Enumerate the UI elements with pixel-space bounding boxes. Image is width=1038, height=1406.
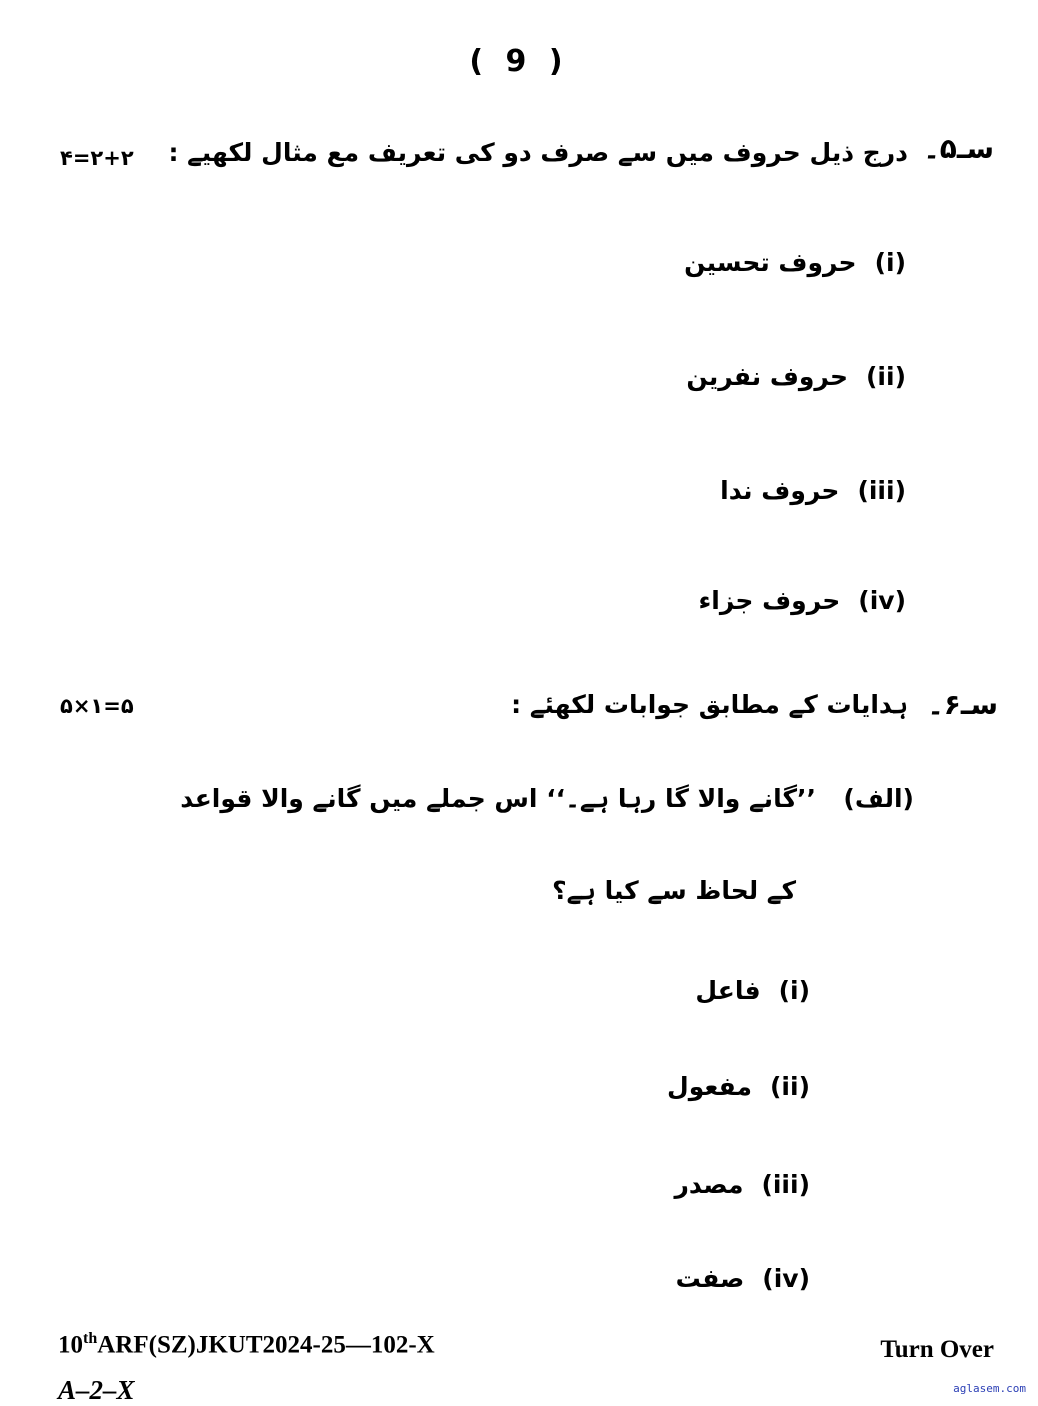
question-5-marks: ۴=۲+۲ [60,146,134,170]
q6-option-3 [674,1170,810,1199]
q6-option-1-text: فاعل [695,976,761,1005]
q5-option-1-label: (i) [874,248,906,277]
q5-option-2-label: (ii) [866,362,906,391]
q6-option-2 [667,1072,810,1101]
q6-option-4 [676,1264,810,1293]
q6-option-3-text: مصدر [674,1170,744,1199]
q5-option-2 [686,362,906,391]
q5-option-4 [699,586,907,615]
paper-code [58,1330,435,1359]
question-6-number: سـ۶۔ [927,688,998,721]
question-6-text: ہدایات کے مطابق جوابات لکھئے : [511,690,908,719]
q6-part-a-label: (الف) [843,784,914,813]
question-6-marks: ۵×۱=۵ [60,694,134,718]
q6-part-a-line2: کے لحاظ سے کیا ہے؟ [552,876,796,905]
q5-option-1 [684,248,906,277]
q5-option-3-label: (iii) [857,476,906,505]
q5-option-1-text: حروف تحسین [684,248,857,277]
question-5-number: سـ۵۔ [923,132,994,165]
q6-option-4-text: صفت [675,1264,745,1293]
page-number: ( 9 ) [469,44,569,79]
q6-option-1-label: (i) [778,976,810,1005]
paper-code-rest: ARF(SZ)JKUT2024-25—102-X [97,1331,435,1359]
q6-option-2-label: (ii) [770,1072,810,1101]
q5-option-3 [720,476,906,505]
watermark: aglasem.com [953,1382,1026,1395]
set-code: A–2–X [58,1375,135,1405]
turn-over-label: Turn Over [880,1336,994,1363]
q6-option-3-label: (iii) [761,1170,810,1199]
question-5-text: درج ذیل حروف میں سے صرف دو کی تعریف مع مثال لکھیے : [168,138,908,167]
q5-option-3-text: حروف ندا [720,476,840,505]
q6-part-a-line1: ’’گانے والا گا رہا ہے۔‘‘ اس جملے میں گانے والا قواعد [180,784,816,813]
paper-code-prefix: 10 [58,1331,83,1359]
q5-option-4-label: (iv) [858,586,906,615]
q5-option-2-text: حروف نفرین [686,362,848,391]
q6-option-2-text: مفعول [667,1072,752,1101]
q6-option-4-label: (iv) [762,1264,810,1293]
paper-code-superscript: th [83,1330,98,1347]
q6-option-1 [695,976,810,1005]
q5-option-4-text: حروف جزاء [698,586,841,615]
